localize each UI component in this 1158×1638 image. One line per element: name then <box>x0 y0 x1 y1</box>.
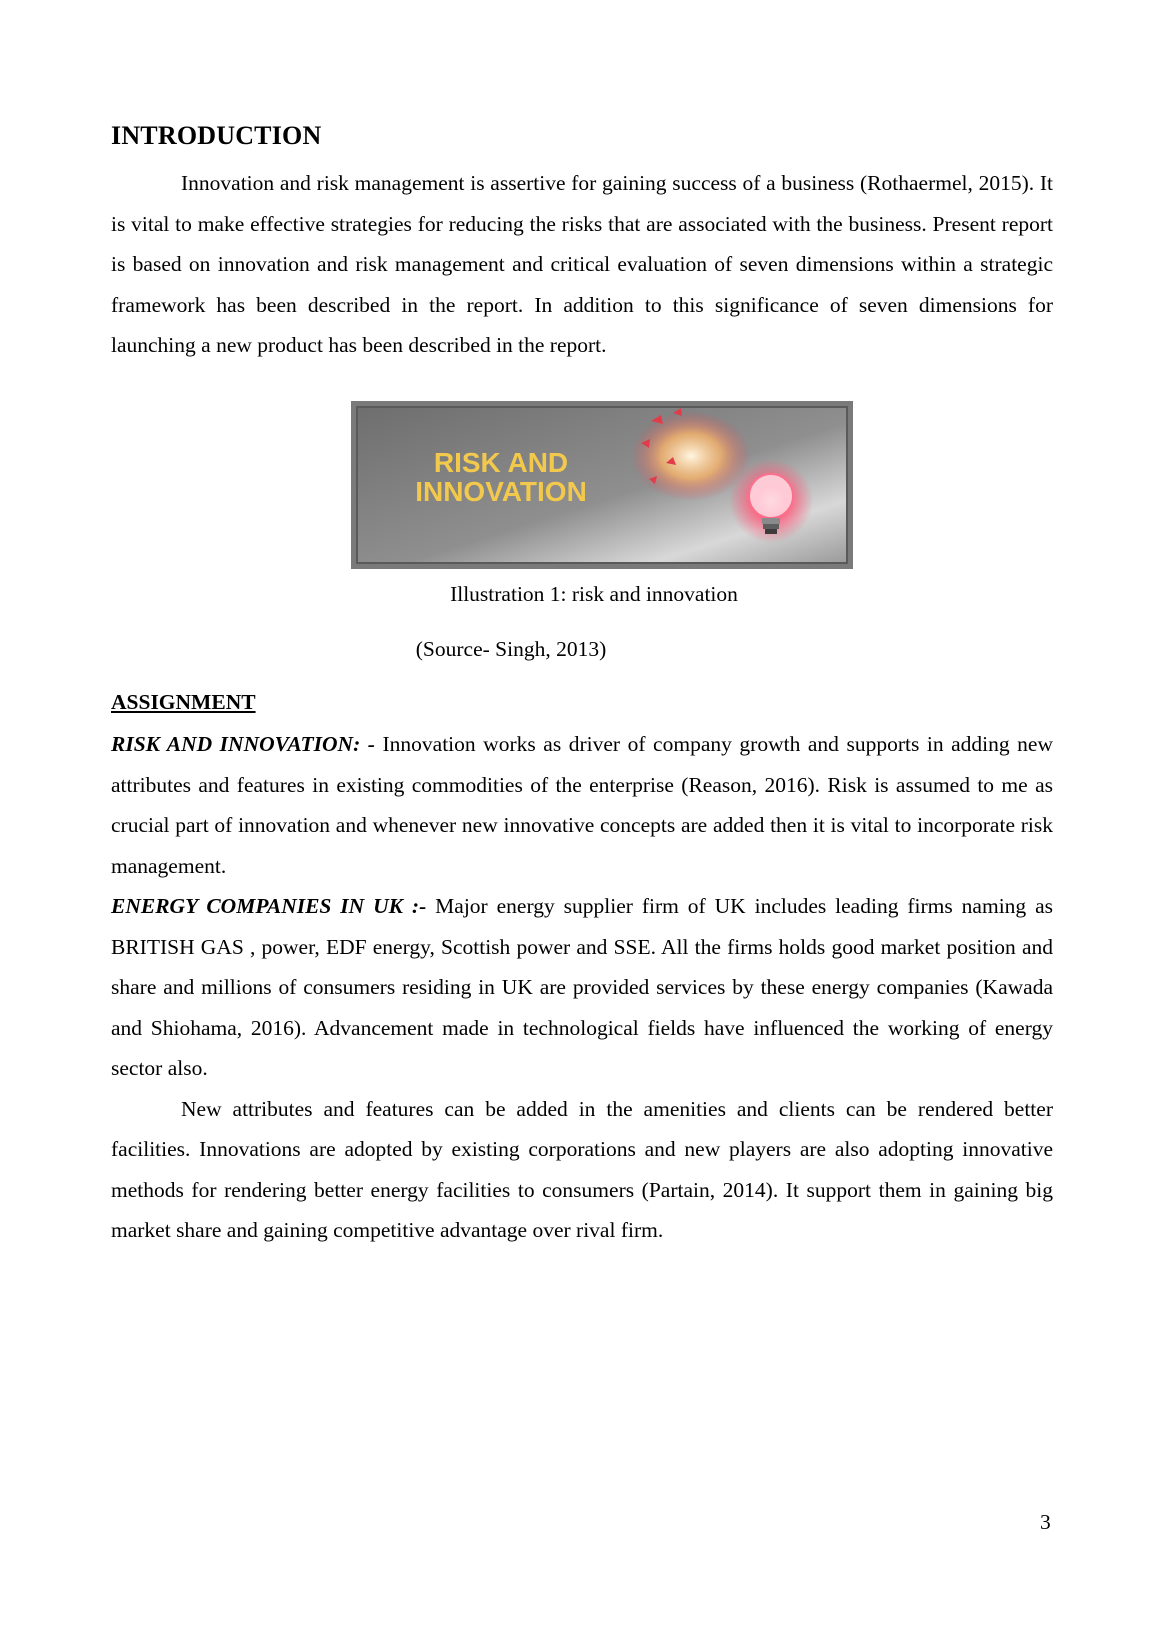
assignment-heading: ASSIGNMENT <box>111 690 256 714</box>
risk-innovation-illustration <box>351 401 853 569</box>
energy-companies-paragraph <box>111 886 1053 1089</box>
risk-innovation-body: Innovation works as driver of company growth and supports in adding new attributes and features in existing commodities of the enterprise (Reason, 2016). Risk is assumed to me as crucial part of innovation and whenever new innovative concepts are added then it is vital to incorporate risk management. <box>111 732 1053 878</box>
new-attributes-paragraph: New attributes and features can be added in the amenities and clients can be rendered better facilities. Innovations are adopted by existing corporations and new players are also adopting innovative methods for rendering better energy facilities to consumers (Partain, 2014). It support them in gaining big market share and gaining competitive advantage over rival firm. <box>111 1096 1053 1242</box>
assignment-section <box>111 724 1053 1251</box>
lightbulb-base-3 <box>765 529 777 534</box>
page-number: 3 <box>1040 1510 1051 1534</box>
energy-companies-body: Major energy supplier firm of UK includes leading firms naming as BRITISH GAS , power, EDF energy, Scottish power and SSE. All the firms holds good market position and share and millions of consumers residing in UK are provided services by these energy companies (Kawada and Shiohama, 2016). Advancement made in technological fields have influenced the working of energy sector also. <box>111 894 1053 1080</box>
figure-caption: Illustration 1: risk and innovation <box>450 582 738 606</box>
banner-title-line1: RISK AND <box>433 447 569 478</box>
figure-source: (Source- Singh, 2013) <box>415 637 607 661</box>
intro-paragraph: Innovation and risk management is assertive for gaining success of a business (Rothaermel, 2015). It is vital to make effective strategies for reducing the risks that are associated with the business. Present report is based on innovation and risk management and critical evaluation of seven dimensions within a strategic framework has been described in the report. In addition to this significance of seven dimensions for launching a new product has been described in the report. <box>111 171 1053 357</box>
section-heading-introduction: INTRODUCTION <box>111 121 322 150</box>
lightbulb-base-2 <box>763 524 779 529</box>
risk-innovation-paragraph <box>111 724 1053 886</box>
lightbulb-base-1 <box>762 518 780 524</box>
banner-title-line2: INNOVATION <box>415 476 587 507</box>
illustration-banner <box>351 401 853 569</box>
energy-companies-lead: ENERGY COMPANIES IN UK :- <box>111 894 427 918</box>
lightbulb-icon <box>749 474 793 518</box>
risk-innovation-lead: RISK AND INNOVATION: - <box>111 732 375 756</box>
